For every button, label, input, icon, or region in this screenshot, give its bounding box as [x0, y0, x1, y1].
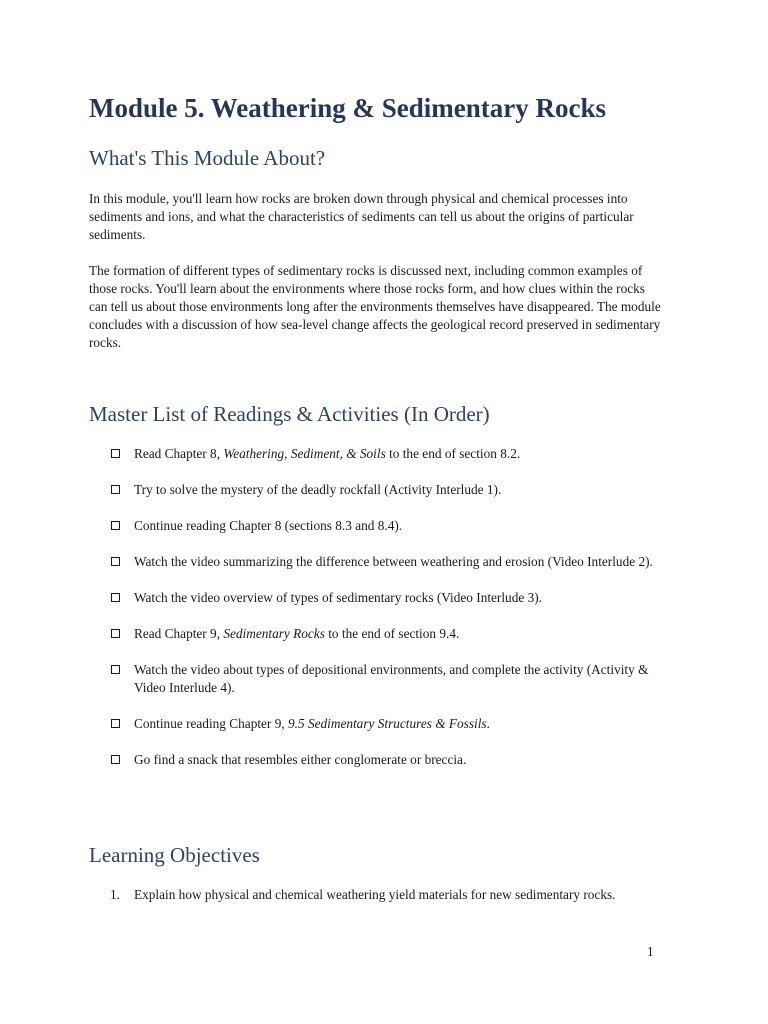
objective-item — [110, 886, 655, 904]
objective-text: Explain how physical and chemical weathering yield materials for new sedimentary rocks. — [134, 887, 616, 902]
checkbox-icon[interactable] — [111, 665, 120, 674]
checkbox-icon[interactable] — [111, 521, 120, 530]
checklist-item — [110, 517, 670, 535]
checklist-item — [110, 661, 670, 697]
reading-checklist — [110, 445, 670, 769]
checklist-item-text-end: . — [486, 716, 490, 731]
checklist-item-text-end: to the end of section 8.2. — [385, 446, 521, 461]
checkbox-icon[interactable] — [111, 557, 120, 566]
checkbox-icon[interactable] — [111, 593, 120, 602]
checklist-item-text: Watch the video about types of depositional environments, and complete the activity (Activity & Video Interlude 4). — [134, 662, 649, 695]
checklist-item-text: Read Chapter 8, — [134, 446, 224, 461]
checklist-item — [110, 751, 670, 769]
master-list-heading: Master List of Readings & Activities (In Order) — [89, 402, 490, 426]
checklist-item — [110, 625, 670, 643]
about-paragraph-1: In this module, you'll learn how rocks are broken down through physical and chemical processes into sediments and ions, and what the characteristics of sediments can tell us about the origins of particular sediments. — [89, 191, 634, 242]
about-heading: What's This Module About? — [89, 146, 326, 170]
checkbox-icon[interactable] — [111, 485, 120, 494]
objectives-heading: Learning Objectives — [89, 843, 260, 867]
checkbox-icon[interactable] — [111, 449, 120, 458]
checklist-item-text: Go find a snack that resembles either conglomerate or breccia. — [134, 752, 467, 767]
checklist-item-title: Weathering, Sediment, & Soils — [223, 446, 386, 461]
checkbox-icon[interactable] — [111, 719, 120, 728]
checklist-item-text: Try to solve the mystery of the deadly rockfall (Activity Interlude 1). — [134, 482, 502, 497]
page-number: 1 — [647, 944, 654, 959]
checkbox-icon[interactable] — [111, 629, 120, 638]
checklist-item-text: Watch the video summarizing the difference between weathering and erosion (Video Interlude 2). — [134, 554, 653, 569]
checklist-item-title: 9.5 Sedimentary Structures & Fossils — [288, 716, 487, 731]
checklist-item-text: Continue reading Chapter 8 (sections 8.3 and 8.4). — [134, 518, 403, 533]
checklist-item — [110, 445, 670, 463]
checklist-item-title: Sedimentary Rocks — [223, 626, 325, 641]
checklist-item-text: Read Chapter 9, — [134, 626, 224, 641]
about-paragraph-2: The formation of different types of sedimentary rocks is discussed next, including common examples of those rocks. You'll learn about the environments where those rocks form, and how clues within the rocks can tell us about those environments long after the environments themselves have disappeared. The module concludes with a discussion of how sea-level change affects the geological record preserved in sedimentary rocks. — [89, 263, 661, 350]
checklist-item-text: Continue reading Chapter 9, — [134, 716, 288, 731]
checkbox-icon[interactable] — [111, 755, 120, 764]
objective-number: 1. — [110, 887, 120, 902]
checklist-item — [110, 481, 670, 499]
checklist-item — [110, 553, 670, 571]
checklist-item-text-end: to the end of section 9.4. — [324, 626, 460, 641]
objectives-list — [110, 886, 655, 904]
checklist-item — [110, 715, 670, 733]
checklist-item-text: Watch the video overview of types of sedimentary rocks (Video Interlude 3). — [134, 590, 542, 605]
page-title: Module 5. Weathering & Sedimentary Rocks — [89, 93, 606, 123]
checklist-item — [110, 589, 670, 607]
